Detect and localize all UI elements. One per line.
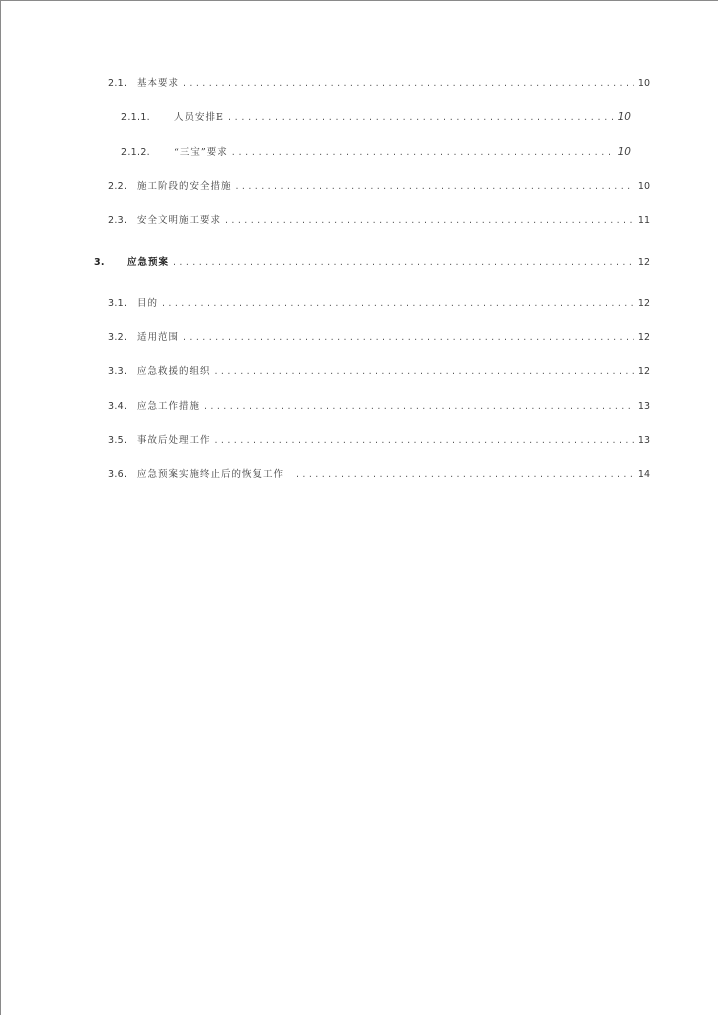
toc-leader: [162, 298, 634, 309]
toc-entry-page: 10: [637, 78, 650, 89]
toc-entry[interactable]: [108, 329, 650, 343]
toc-entry-page: 10: [617, 146, 631, 158]
toc-leader: [225, 215, 634, 226]
toc-entry[interactable]: [108, 432, 650, 446]
toc-entry[interactable]: [121, 144, 631, 158]
toc-entry-number: 3.6.: [108, 469, 128, 480]
toc-entry-page: 13: [637, 401, 650, 412]
toc-entry-page: 12: [637, 257, 650, 268]
toc-entry-title: 事故后处理工作: [137, 435, 211, 446]
toc-leader: [183, 78, 634, 89]
toc-entry-title: 应急工作措施: [137, 401, 201, 412]
toc-entry-title: 人员安排E: [174, 112, 224, 123]
toc-entry-page: 12: [637, 298, 650, 309]
toc-entry-title: 应急预案: [127, 257, 170, 268]
toc-entry-number: 2.1.2.: [121, 147, 150, 158]
toc-entry-title: 施工阶段的安全措施: [137, 181, 232, 192]
toc-entry-number: 3.3.: [108, 366, 128, 377]
toc-entry-title: “三宝”要求: [174, 147, 228, 158]
toc-leader: [215, 435, 634, 446]
toc-leader: [296, 469, 634, 480]
toc-leader: [215, 366, 634, 377]
toc-entry-number: 3.1.: [108, 298, 128, 309]
toc-entry-page: 12: [637, 366, 650, 377]
toc-entry[interactable]: [94, 254, 650, 268]
toc-leader: [236, 181, 634, 192]
toc-entry-page: 10: [617, 111, 631, 123]
toc-entry-title: 目的: [137, 298, 159, 309]
toc-leader: [232, 147, 614, 158]
toc-entry-page: 10: [637, 181, 650, 192]
toc-entry-title: 应急救援的组织: [137, 366, 211, 377]
toc-entry-number: 2.2.: [108, 181, 128, 192]
toc-entry-title: 应急预案实施终止后的恢复工作: [137, 469, 285, 480]
toc-entry-title: 安全文明施工要求: [137, 215, 222, 226]
toc-leader: [183, 332, 634, 343]
toc-entry-number: 2.1.: [108, 78, 128, 89]
toc-entry[interactable]: [108, 398, 650, 412]
toc-entry-number: 3.2.: [108, 332, 128, 343]
toc-leader: [204, 401, 634, 412]
toc-entry-page: 14: [637, 469, 650, 480]
toc-entry-title: 适用范围: [137, 332, 180, 343]
toc-entry[interactable]: [108, 295, 650, 309]
toc-entry[interactable]: [108, 75, 650, 89]
toc-entry-number: 3.4.: [108, 401, 128, 412]
toc-entry-page: 11: [637, 215, 650, 226]
toc-entry[interactable]: [108, 178, 650, 192]
toc-entry-number: 3.: [94, 257, 105, 268]
toc-entry[interactable]: [108, 212, 650, 226]
toc-entry[interactable]: [108, 363, 650, 377]
toc-entry-page: 12: [637, 332, 650, 343]
toc-entry[interactable]: [121, 109, 631, 123]
toc-entry[interactable]: [108, 466, 650, 480]
toc-entry-page: 13: [637, 435, 650, 446]
toc-leader: [228, 112, 614, 123]
toc-entry-title: 基本要求: [137, 78, 180, 89]
toc-entry-number: 2.3.: [108, 215, 128, 226]
toc-leader: [173, 257, 634, 268]
toc-entry-number: 3.5.: [108, 435, 128, 446]
toc-entry-number: 2.1.1.: [121, 112, 150, 123]
